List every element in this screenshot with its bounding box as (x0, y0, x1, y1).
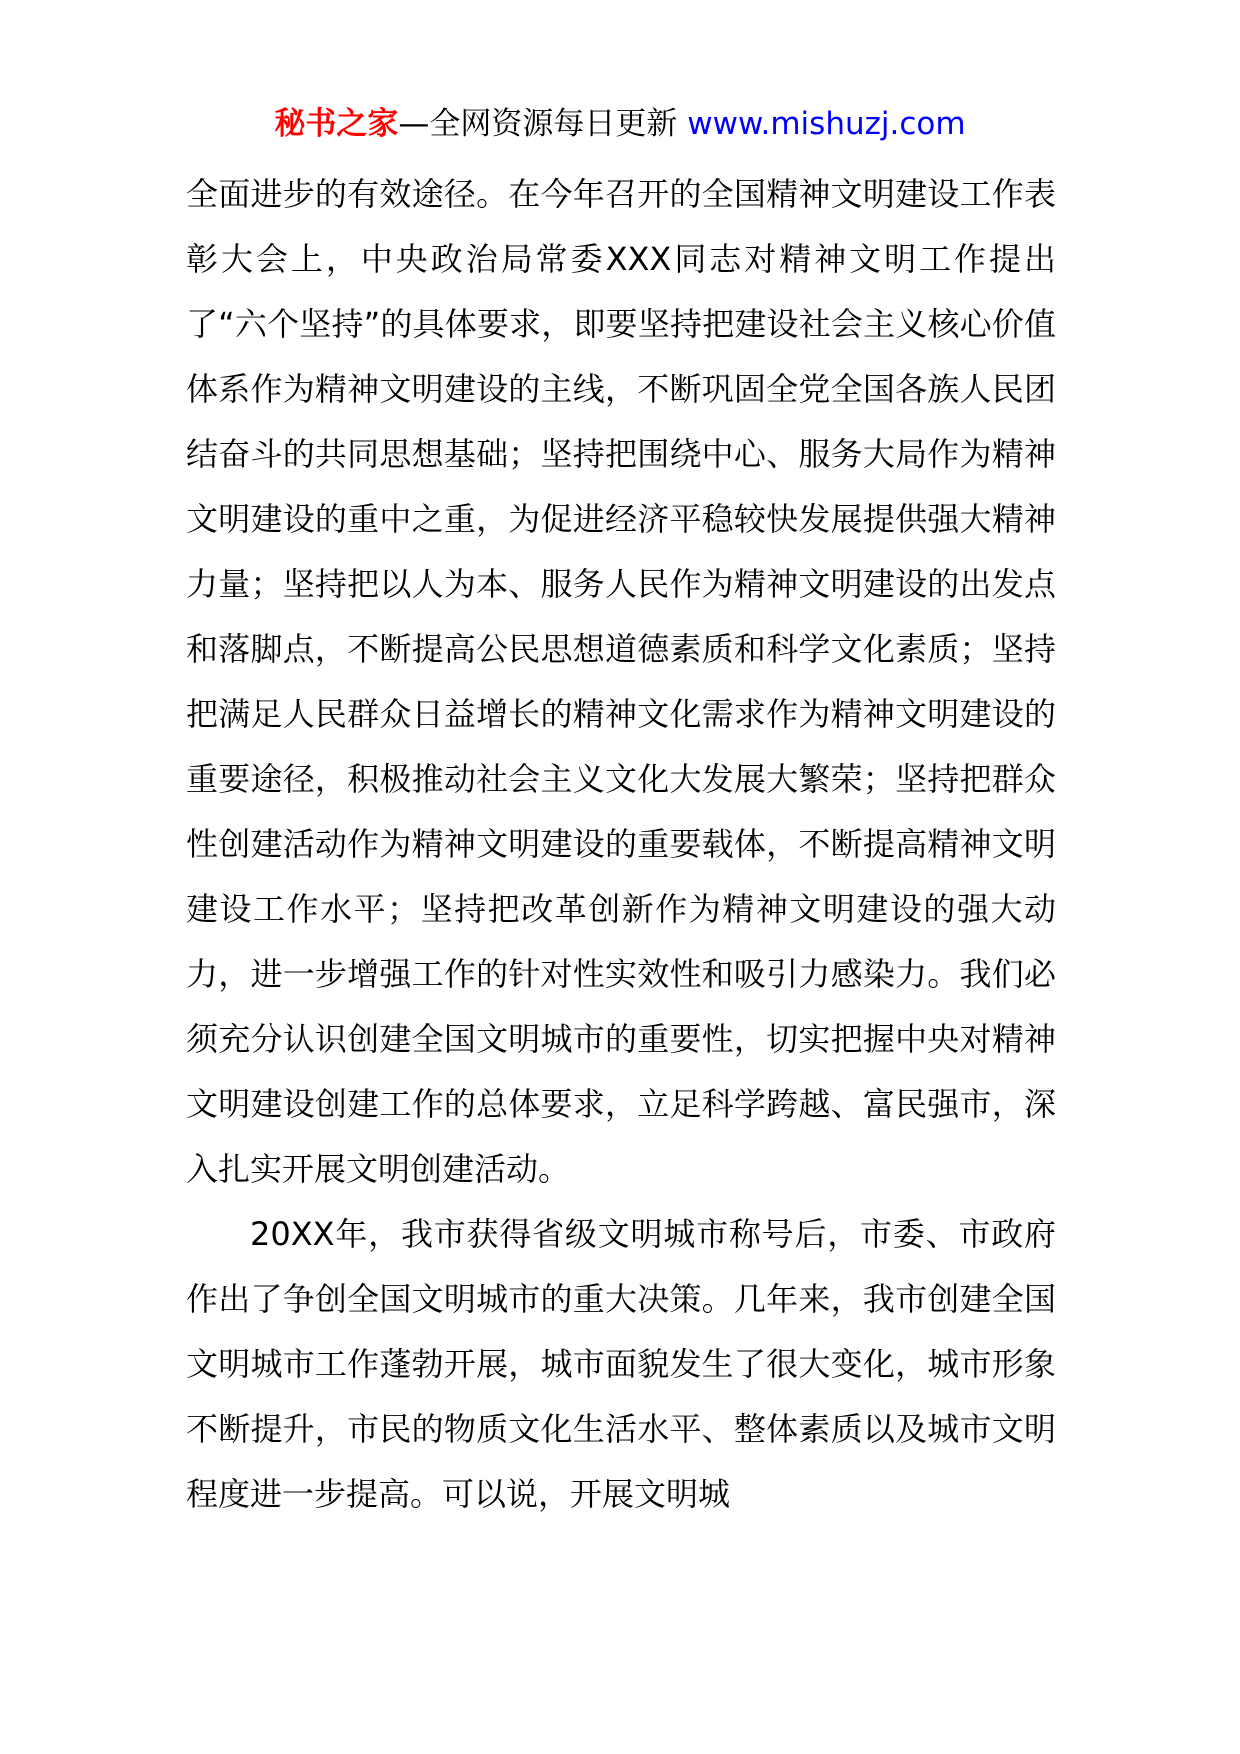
body-paragraph-2: 20XX年，我市获得省级文明城市称号后，市委、市政府作出了争创全国文明城市的重大决策。几年来，我市创建全国文明城市工作蓬勃开展，城市面貌发生了很大变化，城市形象不断提升，市民的物质文化生活水平、整体素质以及城市文明程度进一步提高。可以说，开展文明城 (186, 1215, 1056, 1513)
site-url-link[interactable]: www.mishuzj.com (687, 106, 966, 142)
header-tagline: —全网资源每日更新 (398, 106, 678, 142)
document-body (186, 162, 1056, 1527)
body-paragraph-1: 全面进步的有效途径。在今年召开的全国精神文明建设工作表彰大会上，中央政治局常委XXX同志对精神文明工作提出了“六个坚持”的具体要求，即要坚持把建设社会主义核心价值体系作为精神文明建设的主线，不断巩固全党全国各族人民团结奋斗的共同思想基础；坚持把围绕中心、服务大局作为精神文明建设的重中之重，为促进经济平稳较快发展提供强大精神力量；坚持把以人为本、服务人民作为精神文明建设的出发点和落脚点，不断提高公民思想道德素质和科学文化素质；坚持把满足人民群众日益增长的精神文化需求作为精神文明建设的重要途径，积极推动社会主义文化大发展大繁荣；坚持把群众性创建活动作为精神文明建设的重要载体，不断提高精神文明建设工作水平；坚持把改革创新作为精神文明建设的强大动力，进一步增强工作的针对性实效性和吸引力感染力。我们必须充分认识创建全国文明城市的重要性，切实把握中央对精神文明建设创建工作的总体要求，立足科学跨越、富民强市，深入扎实开展文明创建活动。 (186, 175, 1056, 1188)
brand-name: 秘书之家 (274, 106, 399, 142)
page-header (0, 100, 1240, 148)
